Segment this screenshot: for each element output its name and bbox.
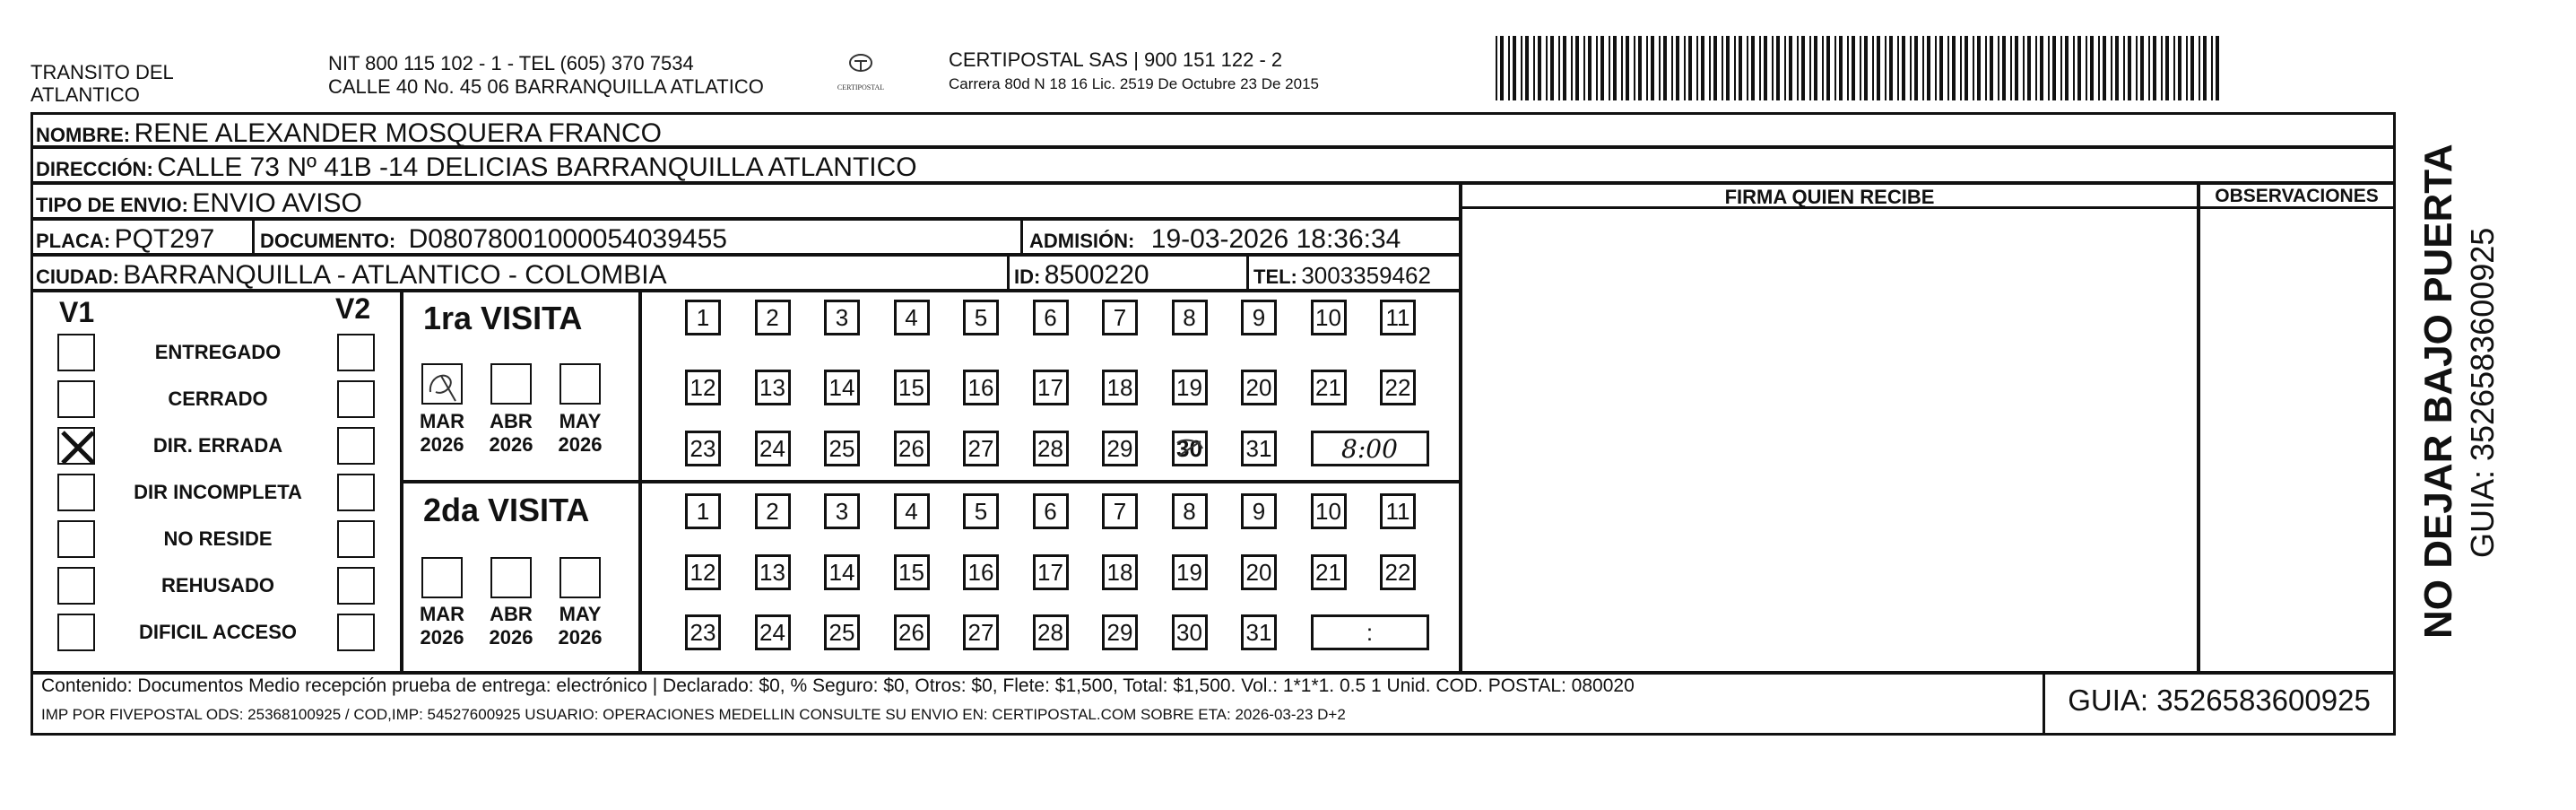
barcode-bar — [2052, 36, 2056, 100]
tracking-barcode — [1496, 36, 2227, 100]
barcode-bar — [1801, 36, 1805, 100]
barcode-bar — [2065, 36, 2069, 100]
day-box[interactable]: 30 — [1172, 614, 1208, 650]
v2-checkbox[interactable] — [337, 380, 375, 418]
day-box[interactable]: 16 — [963, 370, 999, 405]
barcode-bar — [1889, 36, 1893, 100]
v2-checkbox[interactable] — [337, 427, 375, 465]
barcode-bar — [1797, 36, 1799, 100]
month-year: 2026 — [420, 433, 464, 456]
day-box[interactable]: 10 — [1311, 493, 1347, 529]
barcode-bar — [1634, 36, 1635, 100]
handwritten-mark-icon — [423, 365, 464, 406]
documento-field — [260, 224, 727, 255]
observaciones-column — [2198, 182, 2396, 674]
barcode-bar — [1533, 36, 1535, 100]
barcode-bar — [1935, 36, 1937, 100]
day-box[interactable]: 31 — [1241, 431, 1277, 466]
day-box[interactable]: 4 — [894, 493, 930, 529]
id-field — [1014, 260, 1149, 291]
barcode-bar — [1877, 36, 1880, 100]
issuer-name-line2: ATLANTICO — [30, 83, 140, 106]
barcode-bar — [1839, 36, 1843, 100]
barcode-bar — [2103, 36, 2106, 100]
month-year: 2026 — [420, 626, 464, 649]
footer-print-line: IMP POR FIVEPOSTAL ODS: 25368100925 / COD,IMP: 54527600925 USUARIO: OPERACIONES MEDELLIN CONSULTE SU ENVIO EN: CERTIPOSTAL.COM SOBRE ETA: 2026-03-23 D+2 — [41, 706, 1346, 723]
day-box[interactable]: 16 — [963, 554, 999, 590]
month-checkbox[interactable] — [421, 363, 463, 405]
barcode-bar — [2190, 36, 2194, 100]
status-label: CERRADO — [168, 388, 268, 410]
visit-time-box[interactable]: 8:00 — [1311, 431, 1429, 466]
day-box[interactable]: 27 — [963, 431, 999, 466]
v2-checkbox[interactable] — [337, 474, 375, 511]
month-name: MAY — [559, 603, 602, 625]
status-label: NO RESIDE — [163, 527, 273, 550]
barcode-bar — [1701, 36, 1704, 100]
v1-checkbox[interactable] — [57, 427, 95, 465]
day-box[interactable]: 6 — [1033, 300, 1069, 335]
barcode-bar — [1789, 36, 1792, 100]
month-name: MAY — [559, 410, 602, 432]
day-box[interactable]: 8 — [1172, 300, 1208, 335]
day-box[interactable]: 22 — [1380, 370, 1416, 405]
day-box[interactable]: 12 — [685, 554, 721, 590]
barcode-bar — [2023, 36, 2025, 100]
carrier-address: Carrera 80d N 18 16 Lic. 2519 De Octubre 23 De 2015 — [949, 75, 1319, 92]
v2-checkbox[interactable] — [337, 334, 375, 371]
barcode-bar — [1872, 36, 1874, 100]
barcode-bar — [1609, 36, 1610, 100]
barcode-bar — [1538, 36, 1541, 100]
tipo-field — [36, 188, 362, 219]
barcode-bar — [1596, 36, 1598, 100]
barcode-bar — [1722, 36, 1723, 100]
day-box[interactable]: 28 — [1033, 614, 1069, 650]
barcode-bar — [1977, 36, 1981, 100]
month-year: 2026 — [558, 433, 603, 456]
barcode-bar — [1525, 36, 1529, 100]
day-box[interactable]: 1 — [685, 300, 721, 335]
tipo-value: ENVIO AVISO — [192, 188, 362, 218]
tel-value: 3003359462 — [1301, 262, 1431, 289]
barcode-bar — [2203, 36, 2207, 100]
side-guia: GUIA: 3526583600925 — [2464, 227, 2501, 558]
v1-label: V1 — [59, 296, 95, 328]
day-box[interactable]: 17 — [1033, 554, 1069, 590]
day-box[interactable]: 18 — [1102, 370, 1138, 405]
barcode-bar — [1990, 36, 1993, 100]
day-box[interactable]: 2 — [755, 493, 791, 529]
day-box[interactable]: 29 — [1102, 431, 1138, 466]
barcode-bar — [1513, 36, 1516, 100]
barcode-bar — [1751, 36, 1755, 100]
barcode-bar — [1947, 36, 1949, 100]
barcode-bar — [1676, 36, 1679, 100]
barcode-bar — [1965, 36, 1968, 100]
month-checkbox[interactable] — [559, 363, 601, 405]
firma-header: FIRMA QUIEN RECIBE — [1724, 186, 1935, 208]
day-box[interactable]: 31 — [1241, 614, 1277, 650]
barcode-bar — [1684, 36, 1686, 100]
tel-field — [1253, 262, 1431, 290]
barcode-bar — [1809, 36, 1811, 100]
barcode-bar — [1613, 36, 1617, 100]
barcode-bar — [2123, 36, 2125, 100]
v2-checkbox[interactable] — [337, 614, 375, 651]
barcode-bar — [1847, 36, 1849, 100]
v1-checkbox[interactable] — [57, 567, 95, 605]
nombre-field — [36, 118, 662, 149]
admision-field — [1029, 224, 1401, 255]
day-box[interactable]: 8 — [1172, 493, 1208, 529]
barcode-bar — [1546, 36, 1548, 100]
barcode-bar — [2015, 36, 2018, 100]
day-box[interactable]: 17 — [1033, 370, 1069, 405]
barcode-bar — [1496, 36, 1497, 100]
barcode-bar — [2073, 36, 2075, 100]
issuer-name-line1: TRANSITO DEL — [30, 61, 174, 83]
barcode-bar — [1563, 36, 1566, 100]
issuer-nit: NIT 800 115 102 - 1 - TEL (605) 370 7534 — [328, 52, 694, 74]
visit-time-box[interactable]: : — [1311, 614, 1429, 650]
barcode-bar — [1571, 36, 1573, 100]
v1-checkbox[interactable] — [57, 334, 95, 371]
day-box[interactable]: 9 — [1241, 493, 1277, 529]
day-box[interactable]: 27 — [963, 614, 999, 650]
barcode-bar — [1688, 36, 1692, 100]
issuer-address: CALLE 40 No. 45 06 BARRANQUILLA ATLATICO — [328, 75, 764, 98]
barcode-bar — [1910, 36, 1912, 100]
ciudad-field — [36, 260, 667, 291]
barcode-bar — [2098, 36, 2100, 100]
day-box[interactable]: 1 — [685, 493, 721, 529]
barcode-bar — [1521, 36, 1522, 100]
day-box[interactable]: 4 — [894, 300, 930, 335]
day-box[interactable]: 29 — [1102, 614, 1138, 650]
barcode-bar — [1852, 36, 1855, 100]
barcode-bar — [1897, 36, 1899, 100]
barcode-bar — [1973, 36, 1974, 100]
day-box[interactable]: 10 — [1311, 300, 1347, 335]
month-name: ABR — [490, 603, 533, 625]
no-dejar-bajo-puerta: NO DEJAR BAJO PUERTA — [2416, 144, 2460, 639]
day-box[interactable]: 11 — [1380, 493, 1416, 529]
barcode-bar — [1902, 36, 1905, 100]
barcode-bar — [1864, 36, 1868, 100]
barcode-bar — [1939, 36, 1943, 100]
day-box[interactable]: 28 — [1033, 431, 1069, 466]
observaciones-header: OBSERVACIONES — [2215, 186, 2379, 206]
barcode-bar — [2178, 36, 2181, 100]
svg-text:CERTIPOSTAL: CERTIPOSTAL — [837, 83, 885, 91]
barcode-bar — [1784, 36, 1786, 100]
day-box[interactable]: 5 — [963, 493, 999, 529]
day-box[interactable]: 5 — [963, 300, 999, 335]
barcode-bar — [1508, 36, 1510, 100]
status-label: DIFICIL ACCESO — [138, 621, 297, 643]
strike-mark-icon — [1172, 431, 1208, 466]
admision-value: 19-03-2026 18:36:34 — [1150, 224, 1401, 254]
barcode-bar — [2002, 36, 2006, 100]
day-box[interactable]: 11 — [1380, 300, 1416, 335]
barcode-bar — [1663, 36, 1667, 100]
barcode-bar — [1822, 36, 1824, 100]
barcode-bar — [1558, 36, 1560, 100]
barcode-bar — [2035, 36, 2037, 100]
barcode-bar — [1626, 36, 1629, 100]
barcode-bar — [1696, 36, 1698, 100]
status-label: DIR. ERRADA — [152, 434, 283, 457]
checkmark-x-icon — [59, 429, 97, 466]
id-value: 8500220 — [1044, 260, 1149, 290]
v1-checkbox[interactable] — [57, 614, 95, 651]
barcode-bar — [2060, 36, 2062, 100]
day-box[interactable]: 25 — [824, 431, 860, 466]
day-box[interactable]: 18 — [1102, 554, 1138, 590]
barcode-bar — [1985, 36, 1987, 100]
barcode-bar — [1834, 36, 1836, 100]
day-box[interactable]: 20 — [1241, 370, 1277, 405]
day-box[interactable]: 3 — [824, 493, 860, 529]
day-box[interactable]: 15 — [894, 370, 930, 405]
barcode-bar — [2090, 36, 2094, 100]
barcode-bar — [2048, 36, 2050, 100]
day-box[interactable]: 12 — [685, 370, 721, 405]
barcode-bar — [1776, 36, 1780, 100]
barcode-bar — [2173, 36, 2175, 100]
barcode-bar — [1885, 36, 1886, 100]
day-box[interactable]: 6 — [1033, 493, 1069, 529]
day-box[interactable]: 20 — [1241, 554, 1277, 590]
barcode-bar — [2216, 36, 2219, 100]
admision-label: ADMISIÓN: — [1029, 230, 1135, 252]
placa-field — [36, 224, 214, 255]
nombre-value: RENE ALEXANDER MOSQUERA FRANCO — [134, 118, 663, 148]
day-box[interactable]: 15 — [894, 554, 930, 590]
day-box[interactable]: 21 — [1311, 554, 1347, 590]
status-label: REHUSADO — [161, 574, 274, 597]
second-visit-title: 2da VISITA — [423, 492, 590, 528]
first-visit-title: 1ra VISITA — [423, 300, 583, 336]
barcode-bar — [1713, 36, 1717, 100]
day-box[interactable]: 13 — [755, 554, 791, 590]
ciudad-value: BARRANQUILLA - ATLANTICO - COLOMBIA — [123, 260, 667, 290]
v2-label: V2 — [335, 292, 371, 325]
barcode-bar — [2199, 36, 2200, 100]
day-box[interactable]: 2 — [755, 300, 791, 335]
documento-value: D08078001000054039455 — [408, 224, 727, 254]
barcode-bar — [2140, 36, 2144, 100]
barcode-bar — [2040, 36, 2043, 100]
v1-checkbox[interactable] — [57, 474, 95, 511]
day-box[interactable]: 25 — [824, 614, 860, 650]
day-box[interactable]: 14 — [824, 554, 860, 590]
barcode-bar — [2186, 36, 2188, 100]
month-year: 2026 — [558, 626, 603, 649]
day-box[interactable]: 14 — [824, 370, 860, 405]
barcode-bar — [1826, 36, 1830, 100]
barcode-bar — [2153, 36, 2156, 100]
day-box[interactable]: 7 — [1102, 493, 1138, 529]
month-label — [480, 603, 542, 649]
direccion-field — [36, 152, 917, 183]
day-box[interactable]: 30 — [1172, 431, 1208, 466]
day-box[interactable]: 24 — [755, 431, 791, 466]
barcode-bar — [1651, 36, 1654, 100]
barcode-bar — [1726, 36, 1730, 100]
direccion-label: DIRECCIÓN: — [36, 158, 153, 180]
day-box[interactable]: 23 — [685, 431, 721, 466]
divider-visits — [400, 480, 1461, 483]
month-checkbox[interactable] — [490, 557, 532, 598]
documento-label: DOCUMENTO: — [260, 230, 396, 252]
status-label: ENTREGADO — [154, 341, 282, 363]
day-box[interactable]: 26 — [894, 431, 930, 466]
day-box[interactable]: 19 — [1172, 370, 1208, 405]
month-name: MAR — [419, 603, 465, 625]
barcode-bar — [2077, 36, 2081, 100]
footer-guia: GUIA: 3526583600925 — [2068, 684, 2371, 717]
barcode-bar — [1922, 36, 1924, 100]
barcode-bar — [1588, 36, 1592, 100]
tipo-label: TIPO DE ENVIO: — [36, 194, 188, 216]
barcode-bar — [1952, 36, 1956, 100]
month-label — [549, 410, 611, 457]
day-box[interactable]: 21 — [1311, 370, 1347, 405]
barcode-bar — [1600, 36, 1604, 100]
day-box[interactable]: 24 — [755, 614, 791, 650]
barcode-bar — [1659, 36, 1661, 100]
barcode-bar — [1583, 36, 1585, 100]
certipostal-logo — [825, 47, 897, 100]
barcode-bar — [2010, 36, 2012, 100]
month-checkbox[interactable] — [559, 557, 601, 598]
v1-checkbox[interactable] — [57, 520, 95, 558]
barcode-bar — [2027, 36, 2031, 100]
barcode-bar — [1646, 36, 1648, 100]
barcode-bar — [1914, 36, 1918, 100]
barcode-bar — [1734, 36, 1736, 100]
nombre-label: NOMBRE: — [36, 124, 131, 146]
barcode-bar — [2115, 36, 2119, 100]
barcode-bar — [1759, 36, 1761, 100]
barcode-bar — [2136, 36, 2138, 100]
month-label — [411, 603, 473, 649]
barcode-bar — [1764, 36, 1767, 100]
day-box[interactable]: 19 — [1172, 554, 1208, 590]
v2-checkbox[interactable] — [337, 520, 375, 558]
day-box[interactable]: 26 — [894, 614, 930, 650]
barcode-bar — [2111, 36, 2112, 100]
barcode-bar — [1709, 36, 1711, 100]
tel-label: TEL: — [1253, 266, 1297, 288]
day-box[interactable]: 22 — [1380, 554, 1416, 590]
barcode-bar — [1621, 36, 1623, 100]
day-box[interactable]: 23 — [685, 614, 721, 650]
status-label: DIR INCOMPLETA — [134, 481, 302, 503]
barcode-bar — [2148, 36, 2150, 100]
month-year: 2026 — [489, 433, 533, 456]
barcode-bar — [1772, 36, 1774, 100]
barcode-bar — [1575, 36, 1579, 100]
placa-label: PLACA: — [36, 230, 111, 252]
month-name: ABR — [490, 410, 533, 432]
barcode-bar — [1550, 36, 1554, 100]
month-label — [549, 603, 611, 649]
barcode-bar — [1960, 36, 1962, 100]
barcode-bar — [1927, 36, 1930, 100]
month-name: MAR — [419, 410, 465, 432]
barcode-bar — [1671, 36, 1673, 100]
barcode-bar — [2211, 36, 2213, 100]
barcode-bar — [1500, 36, 1504, 100]
direccion-value: CALLE 73 Nº 41B -14 DELICIAS BARRANQUILLA ATLANTICO — [157, 152, 917, 182]
day-box[interactable]: 9 — [1241, 300, 1277, 335]
barcode-bar — [1739, 36, 1742, 100]
id-label: ID: — [1014, 266, 1041, 288]
month-checkbox[interactable] — [490, 363, 532, 405]
footer-content-line: Contenido: Documentos Medio recepción prueba de entrega: electrónico | Declarado: $0, % Seguro: $0, Otros: $0, Flete: $1,500, Total: $1,500. Vol.: 1*1*1. 0.5 1 Unid. COD. POSTAL: 080020 — [41, 675, 1635, 696]
placa-value: PQT297 — [114, 224, 215, 254]
month-label — [480, 410, 542, 457]
month-year: 2026 — [489, 626, 533, 649]
barcode-bar — [2128, 36, 2131, 100]
barcode-bar — [2086, 36, 2087, 100]
barcode-bar — [1860, 36, 1861, 100]
month-label — [411, 410, 473, 457]
barcode-bar — [1638, 36, 1642, 100]
v1-checkbox[interactable] — [57, 380, 95, 418]
v2-checkbox[interactable] — [337, 567, 375, 605]
barcode-bar — [1998, 36, 1999, 100]
ciudad-label: CIUDAD: — [36, 266, 119, 288]
day-box[interactable]: 7 — [1102, 300, 1138, 335]
barcode-bar — [1747, 36, 1748, 100]
carrier-name: CERTIPOSTAL SAS | 900 151 122 - 2 — [949, 48, 1283, 71]
firma-column — [1460, 182, 2199, 674]
day-box[interactable]: 3 — [824, 300, 860, 335]
barcode-bar — [1814, 36, 1817, 100]
barcode-bar — [2161, 36, 2163, 100]
month-checkbox[interactable] — [421, 557, 463, 598]
day-box[interactable]: 13 — [755, 370, 791, 405]
barcode-bar — [2165, 36, 2169, 100]
